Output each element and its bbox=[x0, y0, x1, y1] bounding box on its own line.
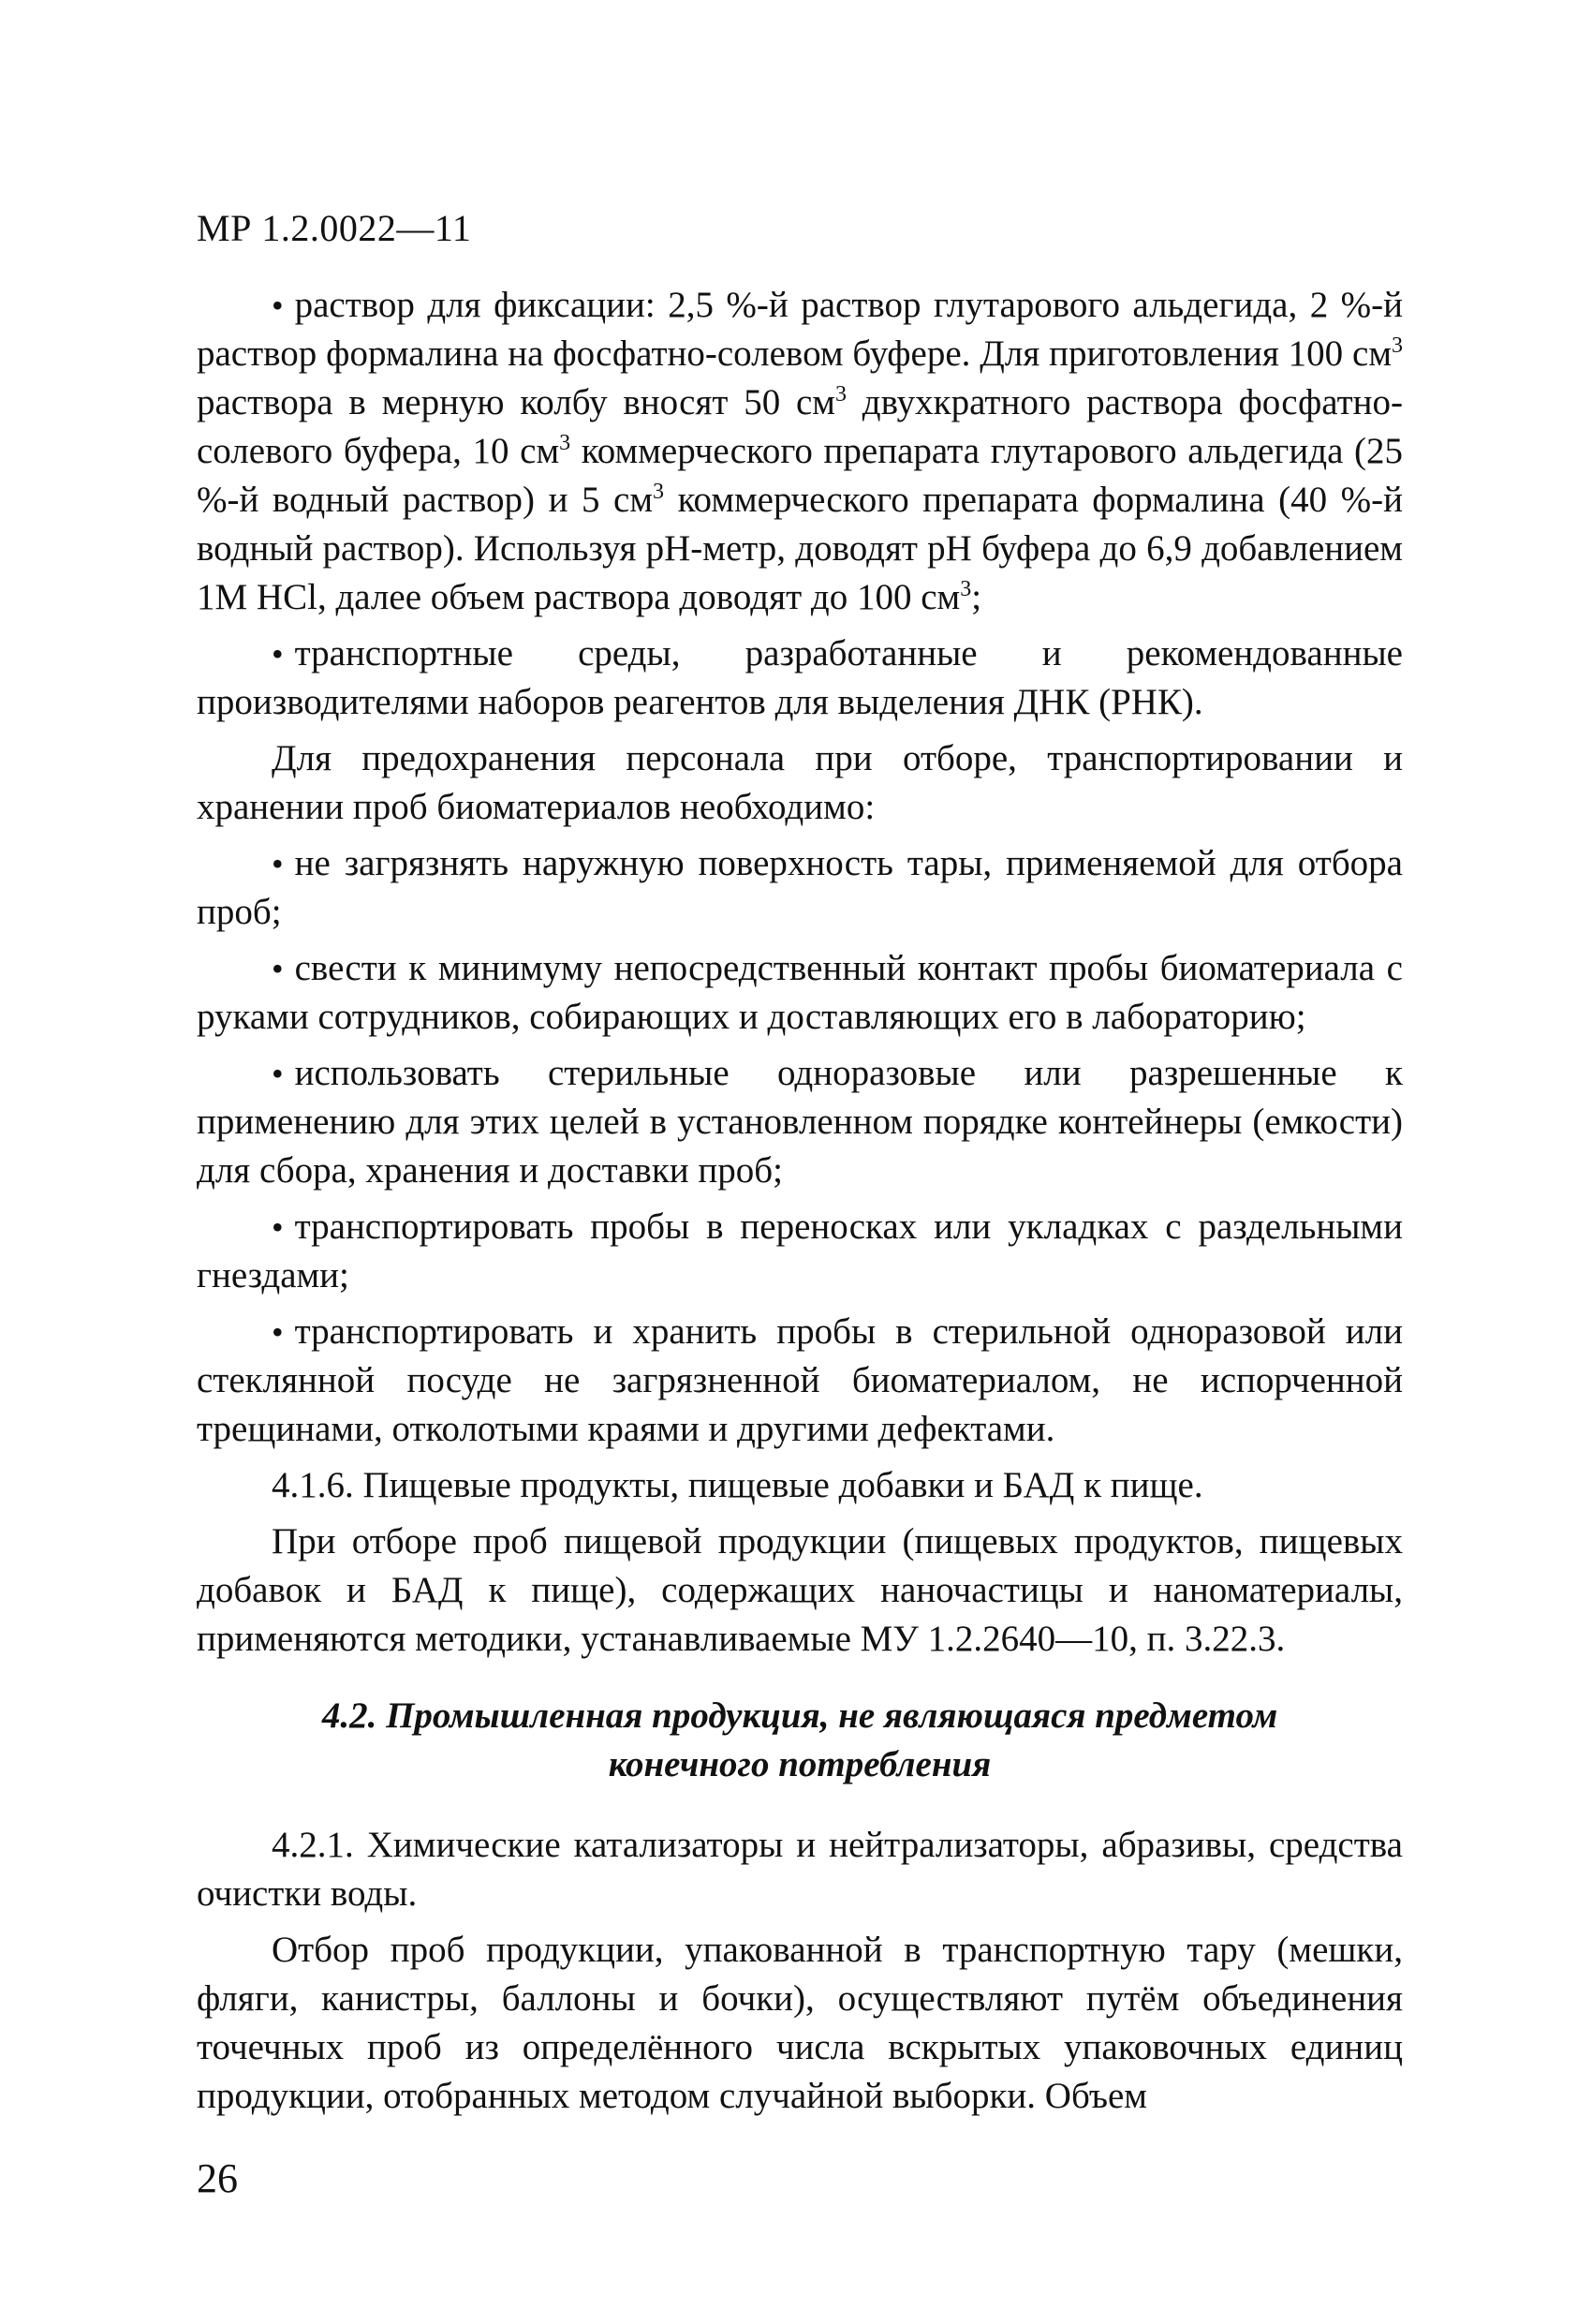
text-run: двухкратного раствора фосфатно-солевого буфера, 10 см bbox=[197, 382, 1404, 471]
bullet-item bbox=[197, 944, 1403, 1042]
text-run: При отборе проб пищевой продукции (пищевых продуктов, пищевых добавок и БАД к пище), содержащих наночастицы и наноматериалы, применяются методики, устанавливаемые МУ 1.2.2640—10, п. 3.22.3. bbox=[197, 1521, 1403, 1659]
bullet-item bbox=[197, 1203, 1403, 1300]
superscript: 3 bbox=[1392, 333, 1403, 358]
paragraph bbox=[197, 1461, 1403, 1510]
document-code-header: МР 1.2.0022—11 bbox=[197, 207, 472, 249]
text-run: коммерческого препарата глутарового альдегида (25 %-й водный раствор) и 5 см bbox=[197, 431, 1403, 520]
bullet-item bbox=[197, 1308, 1403, 1454]
text-run: Для предохранения персонала при отборе, транспортировании и хранении проб биоматериалов необходимо: bbox=[197, 738, 1403, 827]
text-run: раствора в мерную колбу вносят 50 см bbox=[197, 382, 835, 422]
superscript: 3 bbox=[653, 480, 665, 504]
text-run: 4.2.1. Химические катализаторы и нейтрализаторы, абразивы, средства очистки воды. bbox=[197, 1825, 1403, 1914]
text-run: свести к минимуму непосредственный контакт пробы биоматериала с руками сотрудников, собирающих и доставляющих его в лабораторию; bbox=[197, 948, 1403, 1037]
text-run: транспортные среды, разработанные и рекомендованные производителями наборов реагентов для выделения ДНК (РНК). bbox=[197, 633, 1403, 722]
superscript: 3 bbox=[559, 431, 571, 455]
superscript: 3 bbox=[960, 577, 972, 601]
paragraph bbox=[197, 1517, 1403, 1664]
text-run: коммерческого препарата формалина (40 %-й водный раствор). Используя pH-метр, доводят pH буфера до 6,9 добавлением 1М HCl, далее объем раствора доводят до 100 см bbox=[197, 480, 1403, 617]
bullet-item bbox=[197, 281, 1403, 622]
text-run: ; bbox=[971, 577, 982, 617]
paragraph bbox=[197, 1926, 1403, 2121]
text-run: транспортировать и хранить пробы в стерильной одноразовой или стеклянной посуде не загрязненной биоматериалом, не испорченной трещинами, отколотыми краями и другими дефектами. bbox=[197, 1311, 1403, 1449]
text-run: Отбор проб продукции, упакованной в транспортную тару (мешки, фляги, канистры, баллоны и бочки), осуществляют путём объединения точечных проб из определённого числа вскрытых упаковочных единиц продукции, отобранных методом случайной выборки. Объем bbox=[197, 1930, 1403, 2116]
text-run: не загрязнять наружную поверхность тары, применяемой для отбора проб; bbox=[197, 843, 1403, 932]
section-heading bbox=[272, 1692, 1328, 1789]
text-run: транспортировать пробы в переносках или укладках с раздельными гнездами; bbox=[197, 1206, 1403, 1295]
text-run: использовать стерильные одноразовые или разрешенные к применению для этих целей в установленном порядке контейнеры (емкости) для сбора, хранения и доставки проб; bbox=[197, 1053, 1403, 1191]
bullet-item bbox=[197, 1049, 1403, 1195]
text-run: раствор для фиксации: 2,5 %-й раствор глутарового альдегида, 2 %-й раствор формалина на фосфатно-солевом буфере. Для приготовления 100 см bbox=[197, 285, 1403, 374]
superscript: 3 bbox=[834, 382, 847, 407]
page-body-text bbox=[197, 281, 1403, 2128]
bullet-item bbox=[197, 629, 1403, 727]
paragraph bbox=[197, 734, 1403, 832]
page-number: 26 bbox=[197, 2155, 238, 2201]
text-run: 4.2. Промышленная продукция, не являющаяся предметом конечного потребления bbox=[321, 1695, 1278, 1784]
bullet-item bbox=[197, 839, 1403, 937]
text-run: 4.1.6. Пищевые продукты, пищевые добавки и БАД к пище. bbox=[272, 1465, 1203, 1505]
paragraph bbox=[197, 1821, 1403, 1918]
